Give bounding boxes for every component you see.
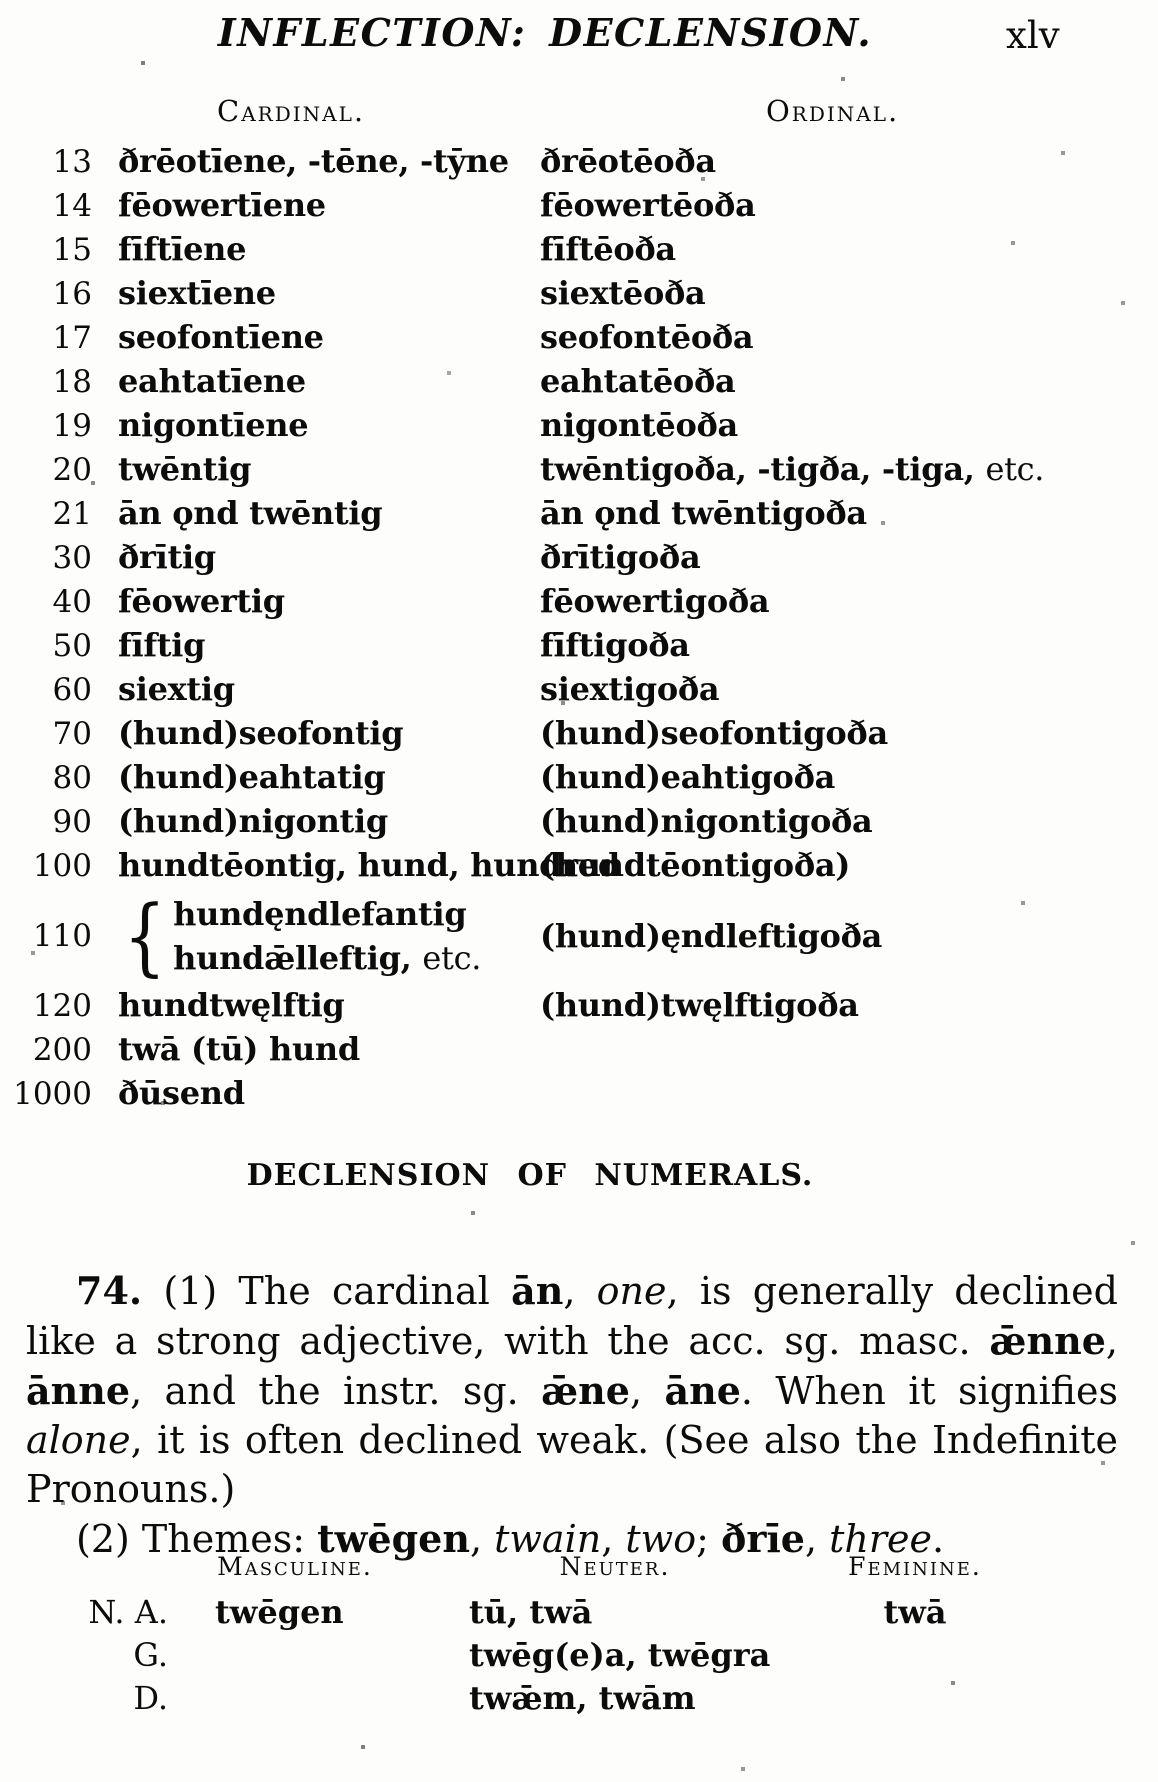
ordinal-value: ān ǫnd twēntigoða — [540, 494, 867, 532]
text-segment: ; — [696, 1517, 721, 1561]
row-number: 50 — [52, 628, 92, 664]
neuter-value: twēg(e)a, twēgra — [469, 1636, 771, 1674]
numeral-row — [0, 536, 1158, 580]
text-segment: , and the instr. sg. — [130, 1369, 542, 1413]
ordinal-value: eahtatēoða — [540, 362, 736, 400]
feminine-value — [810, 1677, 1020, 1720]
numeral-row — [0, 316, 1158, 360]
feminine-header: Feminine. — [848, 1552, 982, 1581]
numeral-row — [0, 888, 1158, 984]
text-segment: , — [601, 1517, 626, 1561]
text-segment: two — [625, 1517, 697, 1561]
cardinal-value: ān ǫnd twēntig — [118, 494, 383, 532]
ordinal-value: nigontēoða — [540, 406, 738, 444]
cardinal-value: fēowertig — [118, 582, 285, 620]
cardinal-value: (hund)eahtatig — [118, 758, 386, 796]
ordinal-value: (hundtēontigoða) — [540, 846, 851, 884]
row-number: 18 — [52, 364, 92, 400]
cardinal-column-header: Cardinal. — [217, 94, 366, 128]
masculine-value — [170, 1634, 420, 1677]
numeral-row — [0, 404, 1158, 448]
etc-label: etc. — [422, 939, 482, 977]
text-segment: ǣnne — [989, 1318, 1106, 1363]
row-number: 200 — [32, 1032, 92, 1068]
row-number: 15 — [52, 232, 92, 268]
text-segment: three — [829, 1517, 933, 1561]
row-number: 100 — [32, 848, 92, 884]
text-segment: (2) Themes: — [76, 1517, 318, 1561]
ordinal-value: twēntigoða, -tigða, -tiga, etc. — [540, 450, 1045, 488]
numerals-rows — [0, 140, 1158, 1116]
cardinal-value: hundtēontig, hund, hundred — [118, 846, 620, 884]
row-number: 14 — [52, 188, 92, 224]
cardinal-value: (hund)nigontig — [118, 802, 388, 840]
ordinal-value: (hund)ęndleftigoða — [540, 917, 883, 955]
row-number: 19 — [52, 408, 92, 444]
text-segment: ǣne — [541, 1368, 630, 1413]
feminine-value: twā — [883, 1593, 947, 1631]
numeral-row — [0, 492, 1158, 536]
cardinal-value: (hund)seofontig — [118, 714, 404, 752]
section-heading: DECLENSION OF NUMERALS. — [246, 1158, 814, 1193]
cardinal-value: ðrītig — [118, 538, 216, 576]
ordinal-value: ðrītigoða — [540, 538, 701, 576]
cardinal-value: siextig — [118, 670, 235, 708]
ordinal-value: ðrēotēoða — [540, 142, 716, 180]
cardinal-value: hundtwęlftig — [118, 986, 345, 1024]
text-segment: , — [1105, 1319, 1118, 1363]
ordinal-column-header: Ordinal. — [766, 94, 900, 128]
running-head — [0, 10, 1158, 62]
cardinal-value: ðrēotīene, -tēne, -tȳne — [118, 142, 509, 180]
row-number: 70 — [52, 716, 92, 752]
row-number: 16 — [52, 276, 92, 312]
numeral-row — [0, 668, 1158, 712]
text-segment: (1) The cardinal — [142, 1269, 512, 1313]
declension-row — [0, 1591, 1158, 1634]
cardinal-value: nigontīene — [118, 406, 309, 444]
numerals-table-header — [0, 94, 1158, 140]
ordinal-value: siextēoða — [540, 274, 706, 312]
cardinal-value: fīftīene — [118, 230, 247, 268]
cardinal-value: siextīene — [118, 274, 276, 312]
cardinal-value: ðūsend — [118, 1074, 245, 1112]
cardinal-variant: hundǣlleftig, etc. — [173, 939, 482, 977]
text-segment: , — [563, 1269, 597, 1313]
declension-rows — [0, 1591, 1158, 1720]
ordinal-value: fēowertigoða — [540, 582, 770, 620]
text-segment: , — [804, 1517, 830, 1561]
row-number: 1000 — [13, 1076, 92, 1112]
text-segment: ðrīe — [720, 1516, 805, 1561]
masculine-header: Masculine. — [217, 1552, 373, 1581]
numeral-row — [0, 1028, 1158, 1072]
numeral-row — [0, 448, 1158, 492]
text-segment: , — [629, 1369, 665, 1413]
text-segment: ān — [511, 1268, 564, 1313]
numeral-row — [0, 756, 1158, 800]
ordinal-value: (hund)twęlftigoða — [540, 986, 859, 1024]
text-segment: . — [932, 1517, 945, 1561]
text-segment: twēgen — [317, 1516, 470, 1561]
brace-glyph: { — [123, 887, 166, 985]
masculine-value — [170, 1677, 420, 1720]
ordinal-value: siextigoða — [540, 670, 720, 708]
numeral-row — [0, 580, 1158, 624]
row-number: 60 — [52, 672, 92, 708]
neuter-value: tū, twā — [469, 1593, 593, 1631]
case-label: G. — [133, 1636, 168, 1674]
cardinal-value: twēntig — [118, 450, 252, 488]
cardinal-variants — [173, 892, 481, 980]
row-number: 21 — [52, 496, 92, 532]
paragraph-74 — [26, 1266, 1118, 1514]
neuter-value: twǣm, twām — [469, 1679, 696, 1717]
declension-of-two-table — [0, 1552, 1158, 1720]
numeral-row — [0, 800, 1158, 844]
text-segment: ānne — [26, 1368, 131, 1413]
scan-noise-speckles — [0, 0, 2, 2]
numeral-row — [0, 984, 1158, 1028]
row-number: 80 — [52, 760, 92, 796]
feminine-value — [810, 1634, 1020, 1677]
text-segment: , it is often declined weak. (See also the Indefinite Pronouns.) — [26, 1418, 1118, 1511]
etc-label: etc. — [985, 450, 1045, 488]
row-number: 30 — [52, 540, 92, 576]
numeral-row — [0, 272, 1158, 316]
cardinal-value: fēowertīene — [118, 186, 326, 224]
text-segment: . When it signifies — [740, 1369, 1118, 1413]
numeral-row — [0, 712, 1158, 756]
cardinal-value: seofontīene — [118, 318, 324, 356]
numeral-row — [0, 228, 1158, 272]
row-number: 110 — [32, 918, 92, 954]
row-number: 13 — [52, 144, 92, 180]
cardinal-value: twā (tū) hund — [118, 1030, 360, 1068]
text-segment: āne — [664, 1368, 741, 1413]
cardinal-variant: hundęndlefantig — [173, 895, 467, 933]
text-segment: , — [469, 1517, 495, 1561]
cardinal-value: fīftig — [118, 626, 206, 664]
text-segment: 74. — [76, 1268, 143, 1313]
numeral-row — [0, 624, 1158, 668]
case-column-spacer — [0, 1552, 170, 1581]
numeral-row — [0, 360, 1158, 404]
text-segment: alone — [26, 1418, 131, 1462]
ordinal-value: (hund)seofontigoða — [540, 714, 888, 752]
row-number: 90 — [52, 804, 92, 840]
case-label: D. — [133, 1679, 168, 1717]
masculine-value: twēgen — [215, 1593, 344, 1631]
numeral-row — [0, 1072, 1158, 1116]
ordinal-value: (hund)eahtigoða — [540, 758, 836, 796]
cardinal-value — [100, 888, 540, 984]
row-number: 17 — [52, 320, 92, 356]
declension-row — [0, 1677, 1158, 1720]
ordinal-value: fīftigoða — [540, 626, 690, 664]
page-number: xlv — [1006, 14, 1060, 57]
ordinal-value: seofontēoða — [540, 318, 754, 356]
row-number: 120 — [32, 988, 92, 1024]
cardinal-value: eahtatīene — [118, 362, 306, 400]
text-segment: , is generally declined like a strong adjective, with the acc. sg. masc. — [26, 1269, 1118, 1363]
gender-header-row — [0, 1552, 1158, 1581]
numeral-row — [0, 184, 1158, 228]
neuter-header: Neuter. — [559, 1552, 671, 1581]
case-label: N. A. — [88, 1593, 168, 1631]
row-number: 40 — [52, 584, 92, 620]
numerals-table — [0, 94, 1158, 1116]
numeral-row — [0, 844, 1158, 888]
page-title: INFLECTION: DECLENSION. — [217, 10, 873, 55]
text-segment: one — [596, 1269, 667, 1313]
row-number: 20 — [52, 452, 92, 488]
declension-row — [0, 1634, 1158, 1677]
numeral-row — [0, 140, 1158, 184]
ordinal-value: (hund)nigontigoða — [540, 802, 873, 840]
text-segment: twain — [494, 1517, 602, 1561]
ordinal-value: fēowertēoða — [540, 186, 756, 224]
ordinal-value: fīftēoða — [540, 230, 676, 268]
